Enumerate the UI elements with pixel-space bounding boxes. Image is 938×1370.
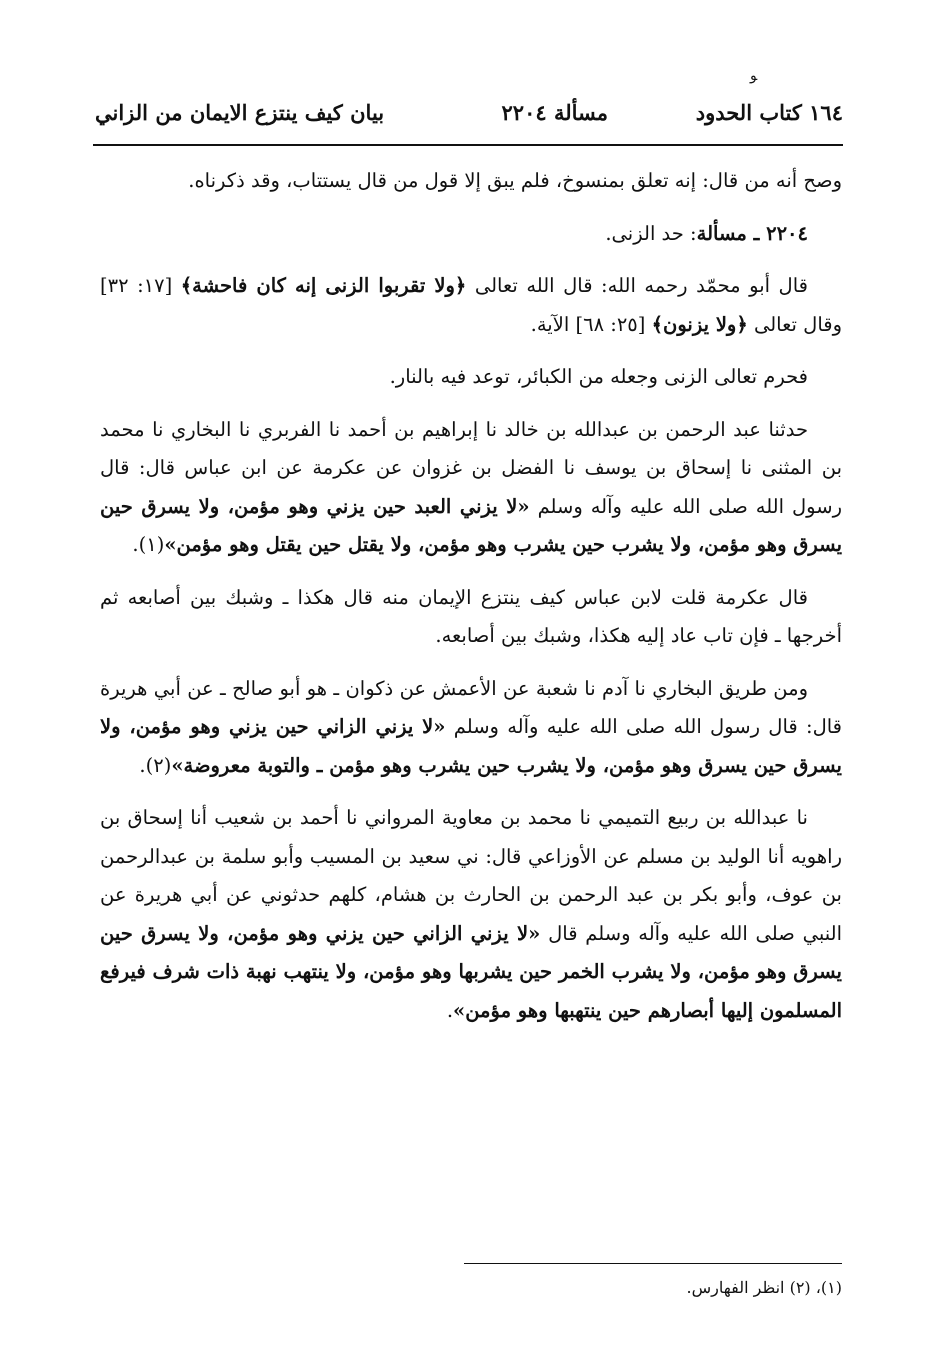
issue-heading [100, 215, 842, 254]
paragraph-5 [100, 411, 842, 565]
header-page-book: ١٦٤ كتاب الحدود [695, 100, 843, 125]
p5-footnote-ref: (١). [132, 533, 165, 556]
p8-chain: نا عبدالله بن ربيع التميمي نا محمد بن معاوية المرواني نا أحمد بن شعيب أنا إسحاق بن راهويه أنا الوليد بن مسلم عن الأوزاعي قال: ني سعيد بن المسيب وأبو سلمة بن عبدالرحمن بن عوف، وأبو بكر بن عبد الرحمن بن الحارث بن هشام، كلهم حدثوني عن أبي هريرة عن النبي صلى الله عليه وآله وسلم قال [100, 806, 842, 945]
paragraph-6 [100, 579, 842, 656]
header-rule [93, 144, 843, 146]
issue-text: : حد الزنى. [605, 221, 697, 245]
p3-text-a: قال أبو محمّد رحمه الله: قال الله تعالى [466, 274, 808, 297]
paragraph-3 [100, 267, 842, 344]
p3-text-e: [٢٥: ٦٨] الآية. [530, 312, 652, 336]
main-text [100, 162, 842, 1044]
p3-verse-2: ﴿ولا يزنون﴾ [651, 312, 748, 336]
header-section-title: بيان كيف ينتزع الايمان من الزاني [95, 100, 385, 125]
p8-end: . [446, 998, 454, 1022]
paragraph-1-text: وصح أنه من قال: إنه تعلق بمنسوخ، فلم يبق إلا قول من قال يستتاب، وقد ذكرناه. [188, 169, 842, 192]
p7-footnote-ref: (٢). [139, 753, 172, 777]
paragraph-1 [100, 162, 842, 201]
paragraph-4 [100, 358, 842, 397]
p3-text-c: [١٧: ٣٢] وقال تعالى [100, 274, 842, 336]
p7-hadith: «لا يزني الزاني حين يزني وهو مؤمن، ولا يسرق حين يسرق وهو مؤمن، ولا يشرب حين يشرب وهو مؤمن ـ والتوبة معروضة» [100, 715, 842, 777]
footnote: (١)، (٢) انظر الفهارس. [686, 1278, 842, 1297]
p5-chain: حدثنا عبد الرحمن بن عبدالله بن خالد نا إبراهيم بن أحمد نا الفربري نا البخاري نا محمد بن المثنى نا إسحاق بن يوسف نا الفضل بن غزوان عن عكرمة عن ابن عباس قال: قال رسول الله صلى الله عليه وآله وسلم [100, 417, 843, 518]
p3-verse-1: ﴿ولا تقربوا الزنى إنه كان فاحشة﴾ [180, 274, 467, 297]
p8-hadith: «لا يزني الزاني حين يزني وهو مؤمن، ولا يسرق حين يسرق وهو مؤمن، ولا يشرب الخمر حين يشربها وهو مؤمن، ولا ينتهب نهبة ذات شرف فيرفع المسلمون إليها أبصارهم حين ينتهبها وهو مؤمن» [100, 921, 842, 1022]
paragraph-7 [100, 670, 842, 786]
page-top-mark: ﻮ [750, 68, 758, 84]
header-issue-number: مسألة ٢٢٠٤ [501, 100, 608, 125]
paragraph-6-text: قال عكرمة قلت لابن عباس كيف ينتزع الإيمان منه قال هكذا ـ وشبك بين أصابعه ثم أخرجها ـ فإن تاب عاد إليه هكذا، وشبك بين أصابعه. [100, 585, 842, 647]
p5-hadith: «لا يزني العبد حين يزني وهو مؤمن، ولا يسرق حين يسرق وهو مؤمن، ولا يشرب حين يشرب وهو مؤمن، ولا يقتل حين يقتل وهو مؤمن» [100, 494, 842, 556]
paragraph-8 [100, 799, 842, 1030]
footnote-rule [464, 1263, 842, 1264]
running-header [95, 100, 843, 138]
p7-chain: ومن طريق البخاري نا آدم نا شعبة عن الأعمش عن ذكوان ـ هو أبو صالح ـ عن أبي هريرة قال: قال رسول الله صلى الله عليه وآله وسلم [100, 676, 842, 738]
issue-label: ٢٢٠٤ ـ مسألة [696, 221, 808, 245]
paragraph-4-text: فحرم تعالى الزنى وجعله من الكبائر، توعد فيه بالنار. [389, 365, 808, 388]
